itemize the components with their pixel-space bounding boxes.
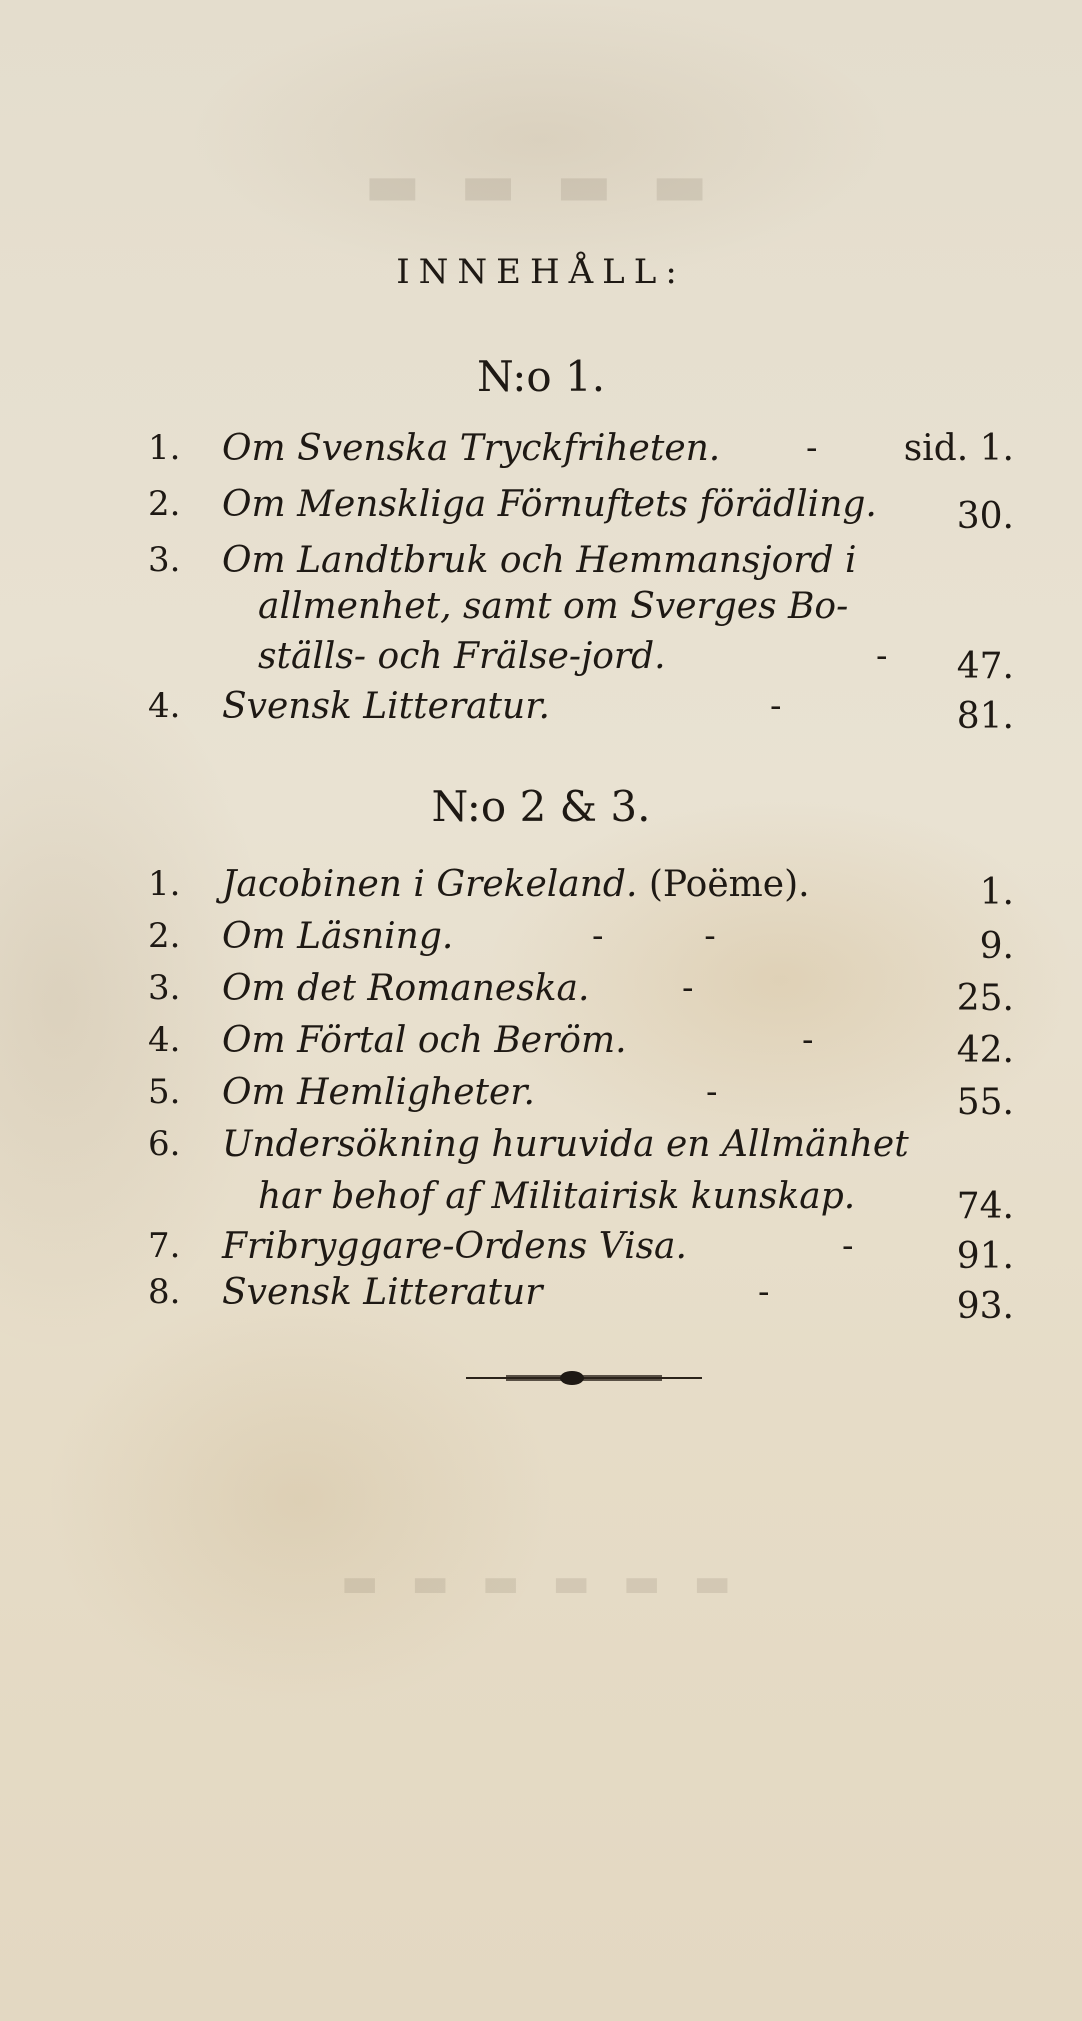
entry-page: 9.	[979, 926, 1014, 967]
entry-title: Svensk Litteratur	[222, 1272, 543, 1313]
entry-title-continued: har behof af Militairisk kunskap.	[258, 1176, 856, 1217]
entry-title: Om Läsning.	[222, 916, 454, 957]
entry-number: 2.	[148, 916, 181, 956]
toc-entry	[0, 1020, 1082, 1071]
entry-dash: -	[682, 968, 694, 1008]
entry-title: Om det Romaneska.	[222, 968, 590, 1009]
toc-entry-continuation	[0, 1176, 1082, 1227]
entry-page: 55.	[956, 1082, 1014, 1123]
entry-title	[222, 864, 810, 905]
entry-page: 74.	[956, 1186, 1014, 1227]
entry-dash: - -	[592, 916, 716, 956]
entry-dash: -	[706, 1072, 718, 1112]
entry-number: 8.	[148, 1272, 181, 1312]
entry-title: Om Förtal och Beröm.	[222, 1020, 627, 1061]
rule-ornament-icon	[466, 1366, 702, 1390]
entry-dash: -	[770, 686, 782, 726]
entry-title: Om Landtbruk och Hemmansjord i	[222, 540, 857, 581]
entry-dash: -	[842, 1226, 854, 1266]
entry-page: 91.	[956, 1236, 1014, 1277]
toc-entry	[0, 916, 1082, 967]
entry-title: Om Hemligheter.	[222, 1072, 535, 1113]
toc-entry	[0, 484, 1082, 537]
entry-title: Svensk Litteratur.	[222, 686, 550, 727]
entry-title: Om Svenska Tryckfriheten.	[222, 428, 721, 469]
entry-page	[904, 428, 1014, 469]
entry-page: 93.	[956, 1286, 1014, 1327]
entry-number: 1.	[148, 428, 181, 468]
toc-entry	[0, 1124, 1082, 1172]
toc-entry	[0, 864, 1082, 912]
section-title-no1: N:o 1.	[476, 352, 606, 401]
entry-page: 25.	[956, 978, 1014, 1019]
toc-entry	[0, 1272, 1082, 1327]
entry-title-continued: allmenhet, samt om Sverges Bo-	[258, 586, 849, 627]
entry-number: 4.	[148, 686, 181, 726]
entry-dash: -	[802, 1020, 814, 1060]
entry-page: 42.	[956, 1030, 1014, 1071]
entry-number: 3.	[148, 968, 181, 1008]
entry-number: 7.	[148, 1226, 181, 1266]
page-number: 1.	[979, 428, 1014, 469]
toc-entry	[0, 968, 1082, 1019]
toc-entry	[0, 686, 1082, 737]
entry-dash: -	[876, 636, 888, 676]
entry-title-text: Jacobinen i Grekeland.	[222, 864, 638, 905]
page-prefix: sid.	[903, 428, 969, 469]
contents-heading: INNEHÅLL:	[396, 252, 686, 292]
toc-entry	[0, 1226, 1082, 1277]
entry-title: Om Menskliga Förnuftets förädling.	[222, 484, 877, 525]
section-title-no2-3: N:o 2 & 3.	[431, 782, 651, 831]
entry-title-continued: ställs- och Frälse-jord.	[258, 636, 666, 677]
entry-number: 2.	[148, 484, 181, 524]
entry-title: Fribryggare-Ordens Visa.	[222, 1226, 687, 1267]
entry-page: 1.	[979, 872, 1014, 913]
entry-page: 30.	[956, 496, 1014, 537]
show-through-bottom: ▬ ▬ ▬ ▬ ▬ ▬	[340, 1560, 742, 1606]
entry-number: 3.	[148, 540, 181, 580]
entry-number: 1.	[148, 864, 181, 904]
entry-page: 81.	[956, 696, 1014, 737]
toc-entry	[0, 428, 1082, 476]
show-through-top: ▬ ▬ ▬ ▬	[364, 150, 718, 220]
entry-title: Undersökning huruvida en Allmänhet	[222, 1124, 909, 1165]
toc-entry	[0, 540, 1082, 588]
toc-entry-continuation	[0, 636, 1082, 687]
entry-page: 47.	[956, 646, 1014, 687]
entry-dash: -	[806, 428, 818, 468]
entry-number: 4.	[148, 1020, 181, 1060]
toc-entry	[0, 1072, 1082, 1123]
entry-number: 5.	[148, 1072, 181, 1112]
entry-title-suffix: (Poëme).	[648, 864, 810, 905]
entry-number: 6.	[148, 1124, 181, 1164]
toc-entry-continuation	[0, 586, 1082, 634]
entry-dash: -	[758, 1272, 770, 1312]
